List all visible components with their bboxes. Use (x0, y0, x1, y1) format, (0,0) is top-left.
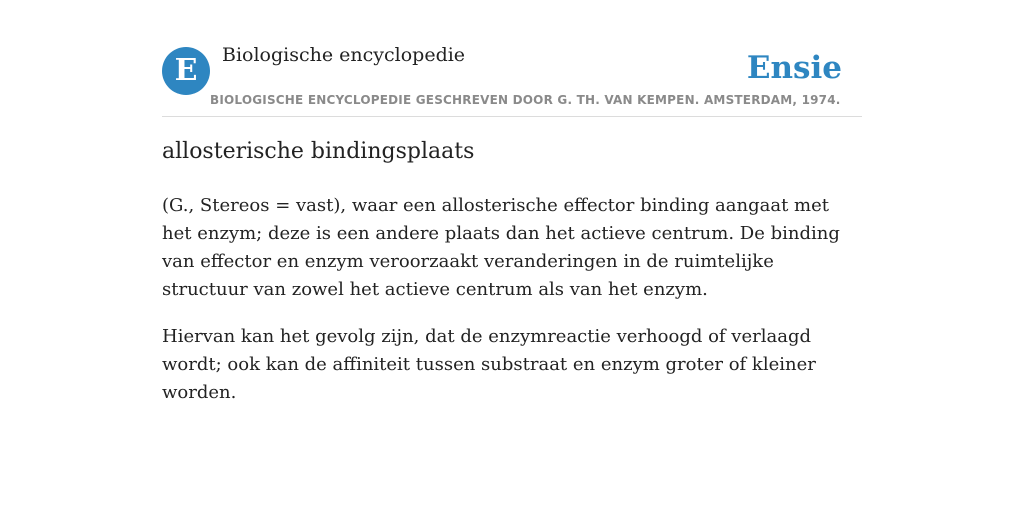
entry-paragraph: (G., Stereos = vast), waar een allosterische effector binding aangaat met het enzym; deze is een andere plaats dan het actieve centrum. De binding van effector en enzym veroorzaakt veranderingen in de ruimtelijke structuur van zowel het actieve centrum als van het enzym. (162, 195, 840, 300)
entry-content (162, 192, 852, 426)
header (162, 0, 862, 117)
book-title-link[interactable]: Biologische encyclopedie (222, 44, 466, 66)
entry-title: allosterische bindingsplaats (162, 139, 475, 164)
book-subtitle: BIOLOGISCHE ENCYCLOPEDIE GESCHREVEN DOOR G. TH. VAN KEMPEN. AMSTERDAM, 1974. (210, 93, 841, 107)
entry-paragraph: Hiervan kan het gevolg zijn, dat de enzymreactie verhoogd of verlaagd wordt; ook kan de affiniteit tussen substraat en enzym groter of kleiner worden. (162, 326, 816, 403)
ensie-logo[interactable]: Ensie (746, 50, 842, 86)
book-logo-icon[interactable]: E (162, 47, 210, 95)
